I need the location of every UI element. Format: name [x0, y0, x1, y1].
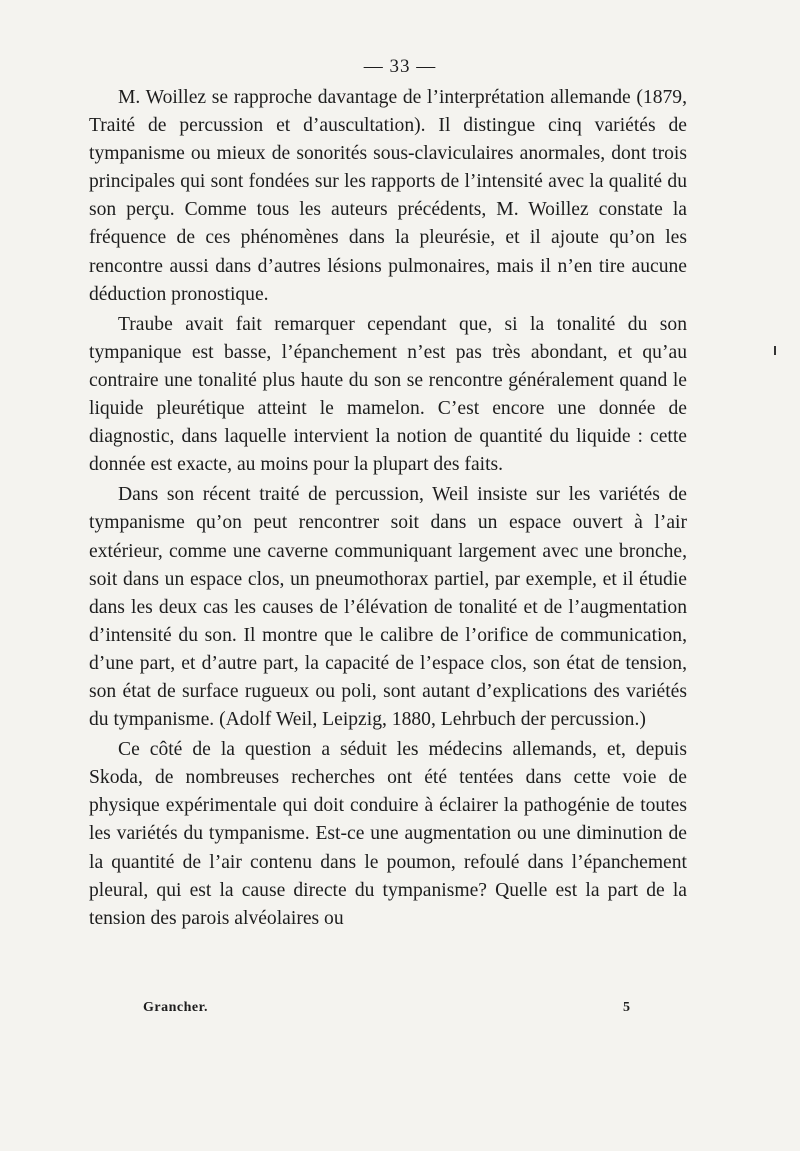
footer-signature: 5 — [623, 1000, 630, 1015]
paragraph-weil: Dans son récent traité de percussion, Weil insiste sur les variétés de tympanisme qu’on peut rencontrer soit dans un espace ouvert à l’air extérieur, comme une caverne communiquant largement avec une bronche, soit dans un espace clos, un pneumothorax partiel, par exemple, et il étudie dans les deux cas les causes de l’élévation de tonalité et de l’augmentation d’intensité du son. Il montre que le calibre de l’orifice de communication, d’une part, et d’autre part, la capacité de l’espace clos, son état de tension, son état de surface rugueux ou poli, sont autant d’explications des variétés du tympanisme. (Adolf Weil, Leipzig, 1880, Lehrbuch der percussion.) — [89, 484, 687, 731]
footer-author: Grancher. — [143, 1000, 209, 1015]
paragraph-woillez: M. Woillez se rapproche davantage de l’interprétation allemande (1879, Traité de percussion et d’auscultation). Il distingue cinq variétés de tympanisme ou mieux de sonorités sous-claviculaires anormales, dont trois principales qui sont fondées sur les rapports de l’intensité avec la qualité du son perçu. Comme tous les auteurs précédents, M. Woillez constate la fréquence de ces phénomènes dans la pleurésie, et il ajoute qu’on les rencontre aussi dans d’autres lésions pulmonaires, mais il n’en tire aucune déduction pronostique. — [89, 87, 687, 305]
margin-mark — [774, 346, 776, 355]
page-number: — 33 — — [363, 56, 437, 77]
body-text — [89, 84, 687, 935]
paragraph-traube: Traube avait fait remarquer cependant que, si la tonalité du son tympanique est basse, l’épanchement n’est pas très abondant, et qu’au contraire une tonalité plus haute du son se rencontre généralement quand le liquide pleurétique atteint le mamelon. C’est encore une donnée de diagnostic, dans laquelle intervient la notion de quantité du liquide : cette donnée est exacte, au moins pour la plupart des faits. — [89, 313, 687, 476]
paragraph-skoda: Ce côté de la question a séduit les médecins allemands, et, depuis Skoda, de nombreuses recherches ont été tentées dans cette voie de physique expérimentale qui doit conduire à éclairer la pathogénie de toutes les variétés du tympanisme. Est-ce une augmentation ou une diminution de la quantité de l’air contenu dans le poumon, refoulé dans l’épanchement pleural, qui est la cause directe du tympanisme? Quelle est la part de la tension des parois alvéolaires ou — [89, 739, 687, 929]
